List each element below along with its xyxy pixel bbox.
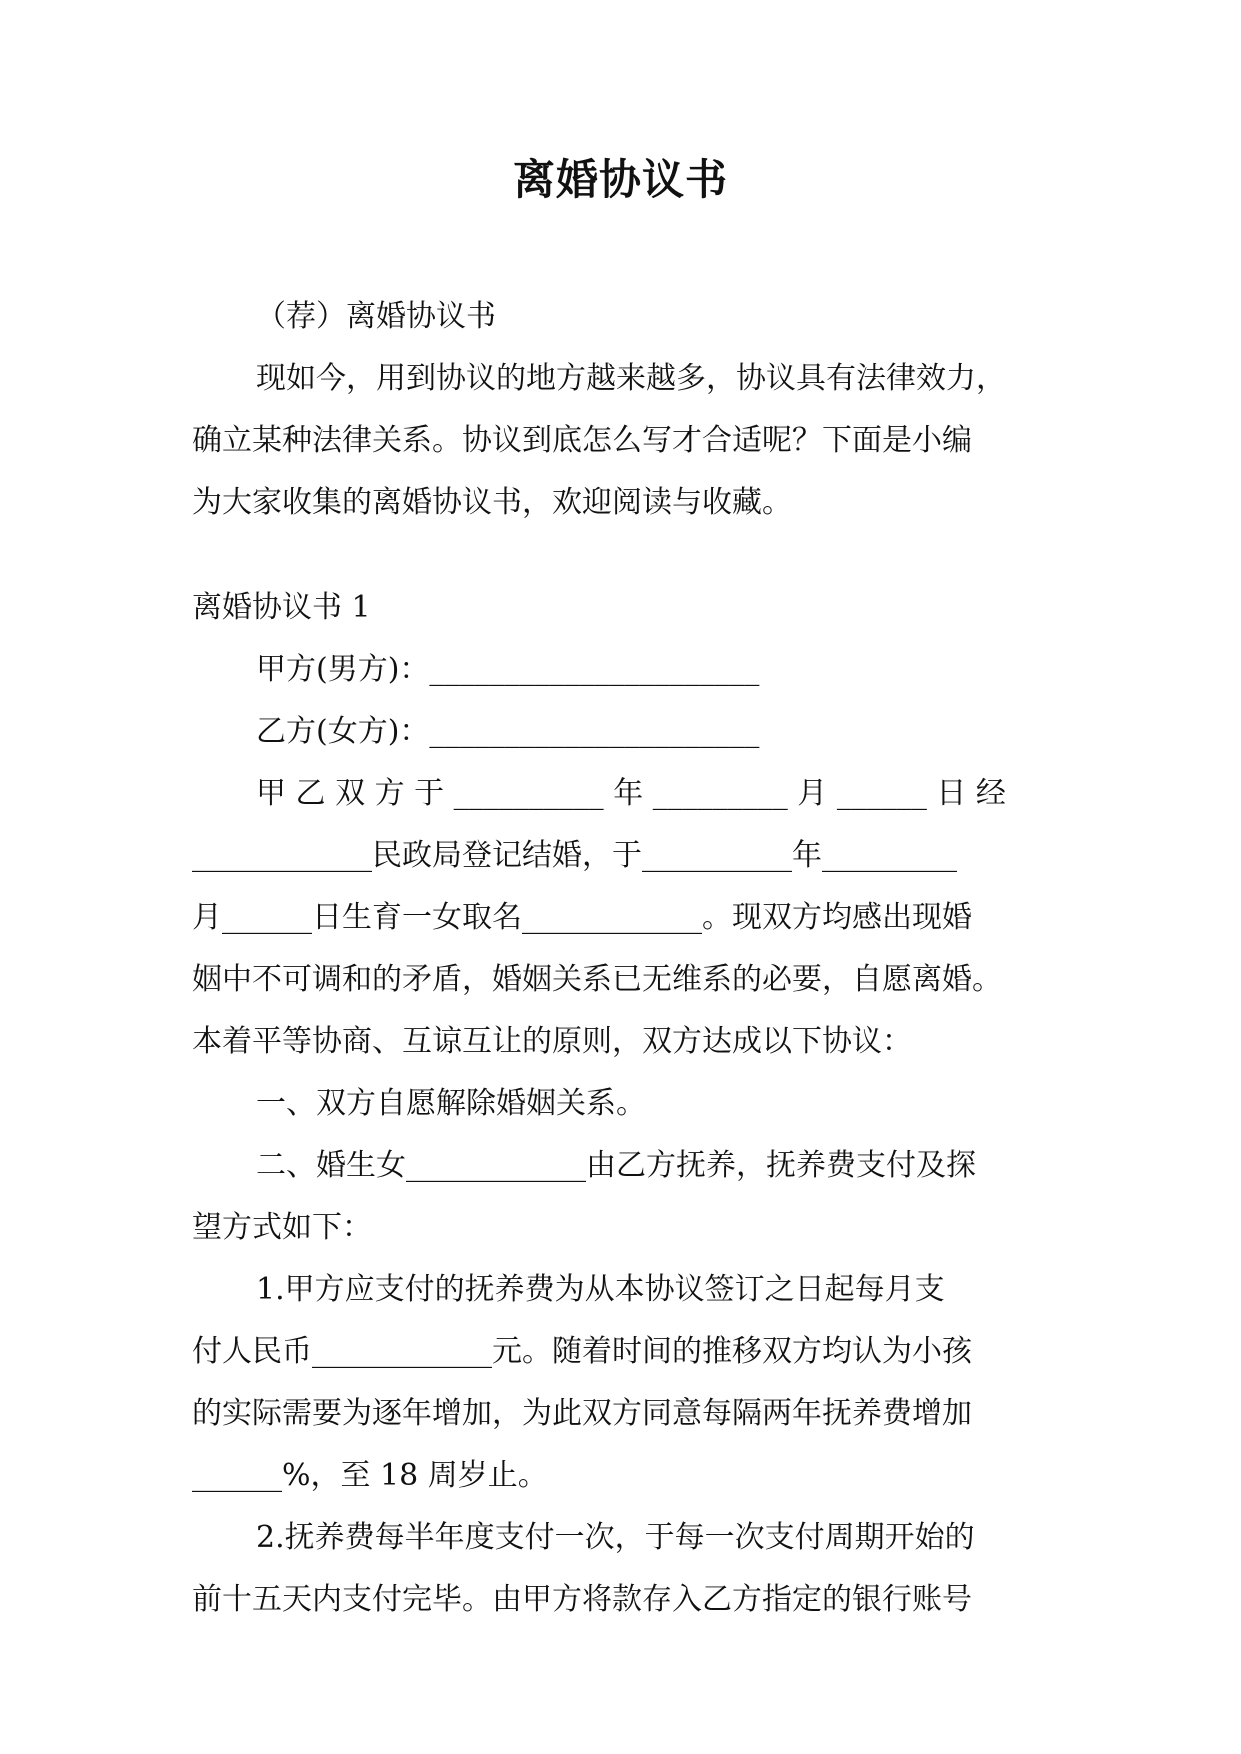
agreement-line: 月______日生育一女取名____________。现双方均感出现婚 — [192, 900, 972, 935]
paragraph-line: 现如今，用到协议的地方越来越多，协议具有法律效力， — [256, 361, 1006, 396]
section-heading: 离婚协议书 1 — [192, 590, 371, 625]
paragraph-gap — [192, 534, 1050, 577]
document-title: 离婚协议书 — [512, 155, 728, 204]
subtitle-line: （荐）离婚协议书 — [256, 299, 496, 334]
agreement-line: 姻中不可调和的矛盾，婚姻关系已无维系的必要，自愿离婚。 — [192, 962, 1002, 997]
clause-line: 的实际需要为逐年增加，为此双方同意每隔两年抚养费增加 — [192, 1396, 972, 1431]
marriage-date-line — [192, 763, 1050, 825]
clause-line: ______%，至 18 周岁止。 — [192, 1458, 548, 1493]
clause-line: 1.甲方应支付的抚养费为从本协议签订之日起每月支 — [256, 1272, 945, 1307]
clause-line: 前十五天内支付完毕。由甲方将款存入乙方指定的银行账号 — [192, 1582, 972, 1617]
clause-line: 付人民币____________元。随着时间的推移双方均认为小孩 — [192, 1334, 972, 1369]
party-a-line: 甲方(男方)：______________________ — [256, 652, 760, 687]
clause-line: 二、婚生女____________由乙方抚养，抚养费支付及探 — [256, 1148, 976, 1183]
marriage-date-text: 甲 乙 双 方 于 __________ 年 _________ 月 ______ 日 经 — [256, 776, 1006, 811]
clause-line: 一、双方自愿解除婚姻关系。 — [256, 1086, 646, 1121]
document-body — [192, 286, 1050, 1631]
paragraph-line: 为大家收集的离婚协议书，欢迎阅读与收藏。 — [192, 485, 792, 520]
agreement-line: ____________民政局登记结婚，于__________年_________ — [192, 838, 957, 873]
clause-line: 望方式如下： — [192, 1210, 372, 1245]
clause-line: 2.抚养费每半年度支付一次，于每一次支付周期开始的 — [256, 1520, 975, 1555]
agreement-line: 本着平等协商、互谅互让的原则，双方达成以下协议： — [192, 1024, 912, 1059]
paragraph-line: 确立某种法律关系。协议到底怎么写才合适呢？下面是小编 — [192, 423, 972, 458]
party-b-line: 乙方(女方)：______________________ — [256, 714, 760, 749]
